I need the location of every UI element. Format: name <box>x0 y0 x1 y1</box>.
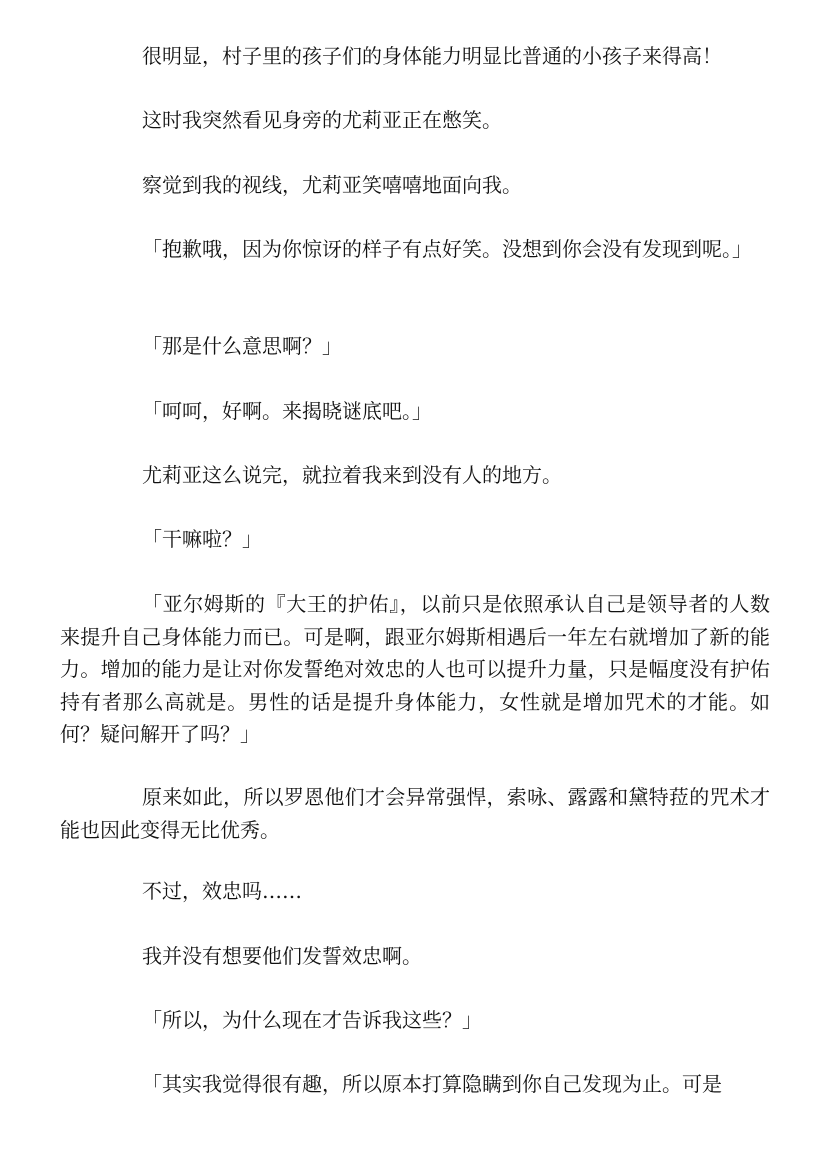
paragraph: 「干嘛啦？」 <box>142 527 262 551</box>
paragraph: 我并没有想要他们发誓效忠啊。 <box>142 944 422 968</box>
paragraph: 「其实我觉得很有趣，所以原本打算隐瞒到你自己发现为止。可是 <box>142 1072 722 1096</box>
paragraph: 「所以，为什么现在才告诉我这些？」 <box>142 1008 482 1032</box>
paragraph: 不过，效忠吗…… <box>142 879 302 903</box>
paragraph: 「亚尔姆斯的『大王的护佑』，以前只是依照承认自己是领导者的人数来提升自己身体能力而已。可是啊，跟亚尔姆斯相遇后一年左右就增加了新的能力。增加的能力是让对你发誓绝对效忠的人也可以提升力量，只是幅度没有护佑持有者那么高就是。男性的话是提升身体能力，女性就是增加咒术的才能。如何？疑问解开了吗？」 <box>60 592 770 746</box>
paragraph: 「呵呵，好啊。来揭晓谜底吧。」 <box>142 399 432 423</box>
paragraph: 察觉到我的视线，尤莉亚笑嘻嘻地面向我。 <box>142 173 522 197</box>
paragraph: 「那是什么意思啊？」 <box>142 334 342 358</box>
paragraph: 原来如此，所以罗恩他们才会异常强悍，索咏、露露和黛特菈的咒术才能也因此变得无比优秀。 <box>60 785 770 842</box>
paragraph: 很明显，村子里的孩子们的身体能力明显比普通的小孩子来得高！ <box>142 44 722 68</box>
paragraph: 这时我突然看见身旁的尤莉亚正在憋笑。 <box>142 108 502 132</box>
paragraph: 尤莉亚这么说完，就拉着我来到没有人的地方。 <box>142 463 562 487</box>
paragraph: 「抱歉哦，因为你惊讶的样子有点好笑。没想到你会没有发现到呢。」 <box>142 237 752 261</box>
